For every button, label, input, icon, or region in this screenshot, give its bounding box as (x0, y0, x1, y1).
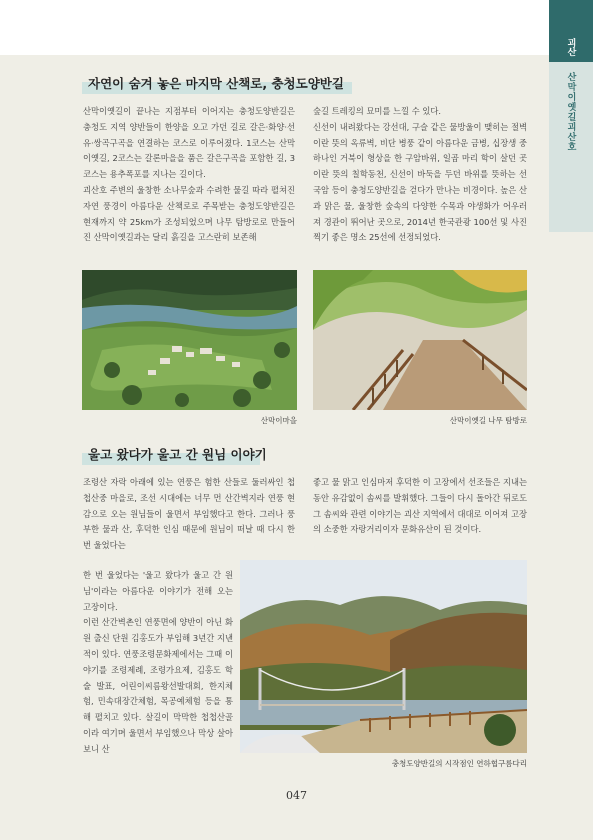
paragraph: 한 번 울었다는 '울고 왔다가 울고 간 원님'이라는 아름다운 이야기가 전해 오는 고장이다. (83, 570, 233, 612)
section2-right-text (313, 475, 527, 538)
top-margin (0, 0, 593, 55)
paragraph: 숲길 트레킹의 묘미를 느낄 수 있다. (313, 106, 442, 116)
section1-right-column (313, 104, 527, 246)
page-number: 047 (286, 789, 307, 802)
boardwalk-photo (313, 270, 527, 410)
paragraph: 좋고 물 맑고 인심마저 후덕한 이 고장에서 선조들은 지내는 동안 유감없이 솜씨를 발휘했다. 그들이 다시 돌아간 뒤로도 그 솜씨와 관련 이야기는 괴산 지역에서 대대로 이어져 고장의 소중한 자랑거리이자 문화유산이 된 것이다. (313, 477, 527, 535)
region-tab: 괴산 (549, 0, 593, 62)
paragraph: 산막이옛길이 끝나는 지점부터 이어지는 충청도양반길은 충청도 지역 양반들이 한양을 오고 가던 길로 갈은·화양·선유·쌍곡구곡을 연결하는 코스로 이루어졌다. 1코스는 산막이옛길, 2코스는 갈론마을을 품은 갈은구곡을 포함한 길, 3코스는 용추폭포를 지나는 길이다. (83, 106, 295, 180)
paragraph: 괴산호 주변의 울창한 소나무숲과 수려한 물길 따라 펼쳐진 자연 풍경이 아름다운 산책로로 주목받는 충청도양반길은 현재까지 약 25km가 조성되었으며 나무 탐방로로 만들어진 산막이옛길과는 달리 흙길을 고스란히 보존해 (83, 184, 295, 243)
section1-heading (82, 73, 344, 95)
paragraph: 신선이 내려왔다는 강선대, 구슬 같은 물방울이 맺히는 절벽이란 뜻의 옥류벽, 비단 병풍 같이 아름다운 금병, 십장생 중 하나인 거북이 형상을 한 구암바위, 일곱 마리 학이 살던 곳이란 뜻의 칠학동천, 신선이 바둑을 두던 바위를 뜻하는 선국암 등이 충청도양반길을 걷다가 만나는 비경이다. 높은 산과 맑은 물, 울창한 숲속의 다양한 수목과 야생화가 어우러져 경관이 뛰어난 곳으로, 2014년 한국관광 100선 및 사진 찍기 좋은 명소 25선에 선정되었다. (313, 121, 527, 243)
section1-left-column (83, 104, 295, 246)
paragraph: 조령산 자락 아래에 있는 연풍은 험한 산들로 둘러싸인 첩첩산중 마을로, 조선 시대에는 너무 먼 산간벽지라 연풍 현감으로 오는 원님들이 울면서 부임했다고 한다. 그러나 풍부한 물과 산, 후덕한 인심 때문에 원님이 떠날 때 다시 한 번 울었다는 (83, 477, 295, 551)
section1-heading-text: 자연이 숨겨 놓은 마지막 산책로, 충청도양반길 (88, 76, 344, 91)
village-photo-caption: 산막이마을 (260, 416, 297, 425)
section2-left-narrow (83, 568, 233, 758)
paragraph: 이런 산간벽촌인 연풍면에 양반이 아닌 화원 출신 단원 김홍도가 부임해 3년간 지낸 적이 있다. 연풍조령문화제에서는 그때 이야기를 조령제례, 조령가요제, 김홍도 학술 발표, 어린이씨름왕선발대회, 한지체험, 민속대장간체험, 목공예체험 등을 통해 펼치고 있다. 살길이 막막한 첩첩산골이라 여기며 울면서 부임했으나 막상 살아 보니 산 (83, 617, 233, 754)
section2-left-text (83, 475, 295, 554)
boardwalk-photo-caption: 산막이옛길 나무 탐방로 (449, 416, 527, 425)
suspension-bridge-caption: 충청도양반길의 시작점인 연하협구름다리 (391, 759, 527, 768)
village-photo (82, 270, 297, 410)
section2-heading (82, 444, 267, 466)
course-tab: 산막이옛길괴산호 (549, 62, 593, 232)
suspension-bridge-photo (240, 560, 527, 753)
section2-heading-text: 울고 왔다가 울고 간 원님 이야기 (88, 447, 267, 462)
